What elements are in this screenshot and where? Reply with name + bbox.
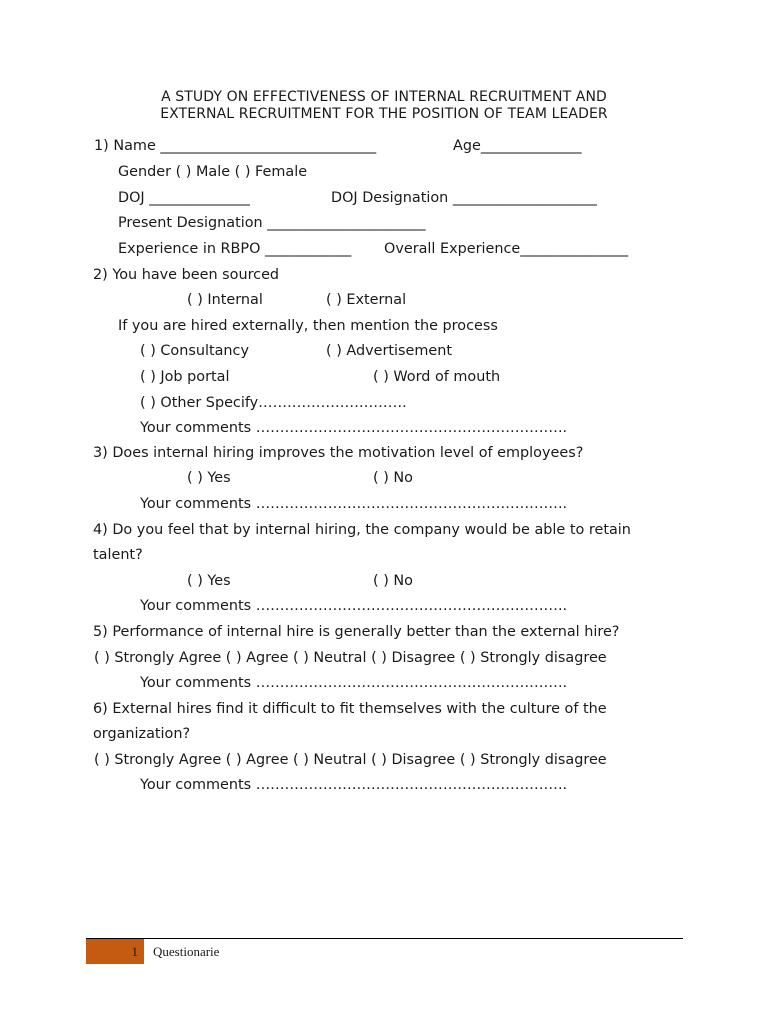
- q5-agreement-scale: ( ) Strongly Agree ( ) Agree ( ) Neutral ( ) Disagree ( ) Strongly disagree: [94, 650, 607, 666]
- q1-doj-designation-field: DOJ Designation ____________________: [331, 190, 597, 206]
- q3-comments: Your comments ………………………………………………………..: [140, 496, 568, 512]
- document-title-line-2: EXTERNAL RECRUITMENT FOR THE POSITION OF TEAM LEADER: [160, 106, 608, 122]
- q2-option-advertisement: ( ) Advertisement: [326, 343, 453, 359]
- footer-label: Questionarie: [153, 944, 220, 959]
- q1-present-designation-field: Present Designation ______________________: [118, 215, 426, 231]
- q4-comments: Your comments ………………………………………………………..: [140, 598, 568, 614]
- q2-question: 2) You have been sourced: [93, 267, 280, 283]
- q1-age-field: Age______________: [453, 138, 582, 154]
- q3-option-no: ( ) No: [373, 470, 413, 486]
- q4-question-line-1: 4) Do you feel that by internal hiring, the company would be able to retain: [93, 522, 631, 538]
- q2-comments: Your comments ………………………………………………………..: [140, 420, 568, 436]
- q6-agreement-scale: ( ) Strongly Agree ( ) Agree ( ) Neutral ( ) Disagree ( ) Strongly disagree: [94, 752, 607, 768]
- q3-question: 3) Does internal hiring improves the motivation level of employees?: [93, 445, 584, 461]
- q5-question: 5) Performance of internal hire is generally better than the external hire?: [93, 624, 620, 640]
- q6-question-line-2: organization?: [93, 726, 191, 742]
- q6-comments: Your comments ………………………………………………………..: [140, 777, 568, 793]
- q2-option-job-portal: ( ) Job portal: [140, 369, 230, 385]
- q1-name-field: 1) Name ______________________________: [94, 138, 377, 154]
- q5-comments: Your comments ………………………………………………………..: [140, 675, 568, 691]
- q2-option-word-of-mouth: ( ) Word of mouth: [373, 369, 501, 385]
- q2-option-external: ( ) External: [326, 292, 407, 308]
- document-title-line-1: A STUDY ON EFFECTIVENESS OF INTERNAL RECRUITMENT AND: [161, 89, 607, 105]
- q1-experience-rbpo-field: Experience in RBPO ____________: [118, 241, 352, 257]
- q1-overall-experience-field: Overall Experience_______________: [384, 241, 629, 257]
- q6-question-line-1: 6) External hires find it difficult to fit themselves with the culture of the: [93, 701, 607, 717]
- q4-option-no: ( ) No: [373, 573, 413, 589]
- q1-doj-field: DOJ ______________: [118, 190, 250, 206]
- q1-gender-options: Gender ( ) Male ( ) Female: [118, 164, 308, 180]
- q4-option-yes: ( ) Yes: [187, 573, 231, 589]
- q4-question-line-2: talent?: [93, 547, 143, 563]
- q3-option-yes: ( ) Yes: [187, 470, 231, 486]
- q2-option-other: ( ) Other Specify………………………….: [140, 395, 407, 411]
- footer-page-number: 1: [131, 944, 138, 959]
- q2-sub-question: If you are hired externally, then mention the process: [118, 318, 498, 334]
- q2-option-internal: ( ) Internal: [187, 292, 263, 308]
- q2-option-consultancy: ( ) Consultancy: [140, 343, 249, 359]
